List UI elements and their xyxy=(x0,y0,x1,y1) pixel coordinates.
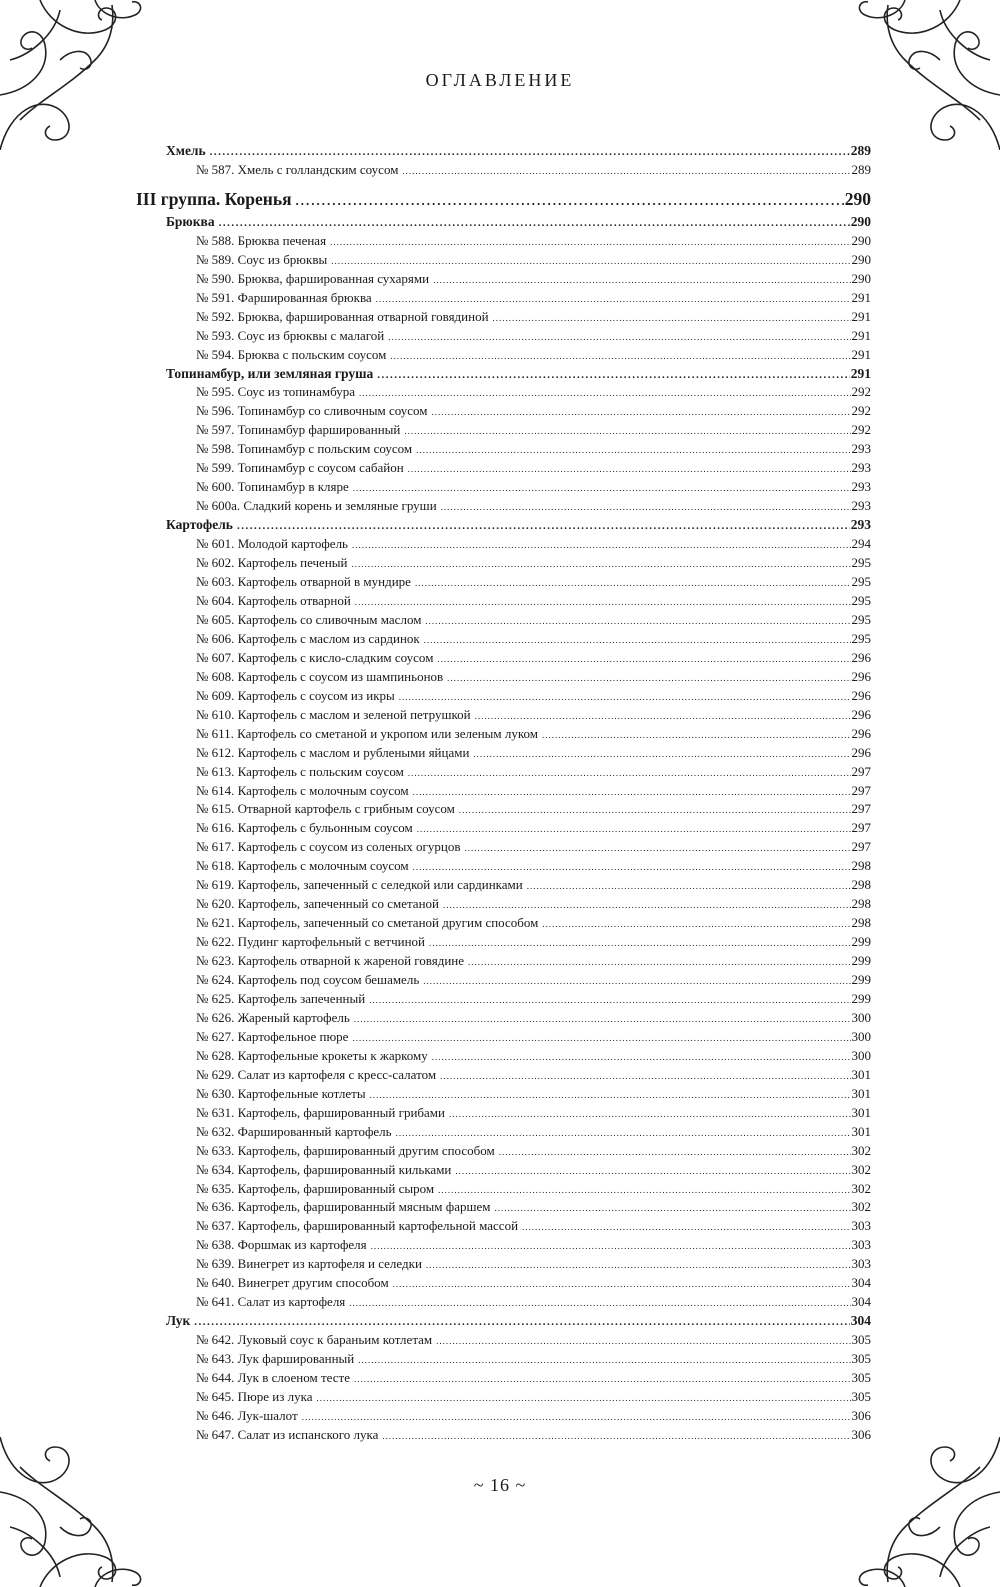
toc-entry-title: № 592. Брюква, фаршированная отварной говядиной xyxy=(196,308,489,324)
toc-entry xyxy=(136,384,871,403)
dot-leader xyxy=(542,919,850,929)
corner-ornament-icon xyxy=(0,1437,150,1587)
toc-entry-title: № 606. Картофель с маслом из сардинок xyxy=(196,630,420,646)
dot-leader xyxy=(429,938,850,948)
toc-entry xyxy=(136,1427,871,1446)
toc-entry-page: 303 xyxy=(851,1237,871,1253)
toc-entry-title: № 588. Брюква печеная xyxy=(196,232,327,248)
toc-entry-title: № 625. Картофель запеченный xyxy=(196,990,366,1006)
toc-entry-page: 291 xyxy=(851,308,871,324)
dot-leader xyxy=(473,749,850,759)
toc-entry-page: 289 xyxy=(851,161,871,177)
toc-entry xyxy=(136,669,871,688)
toc-entry-page: 304 xyxy=(851,1275,871,1291)
toc-entry-page: 296 xyxy=(851,668,871,684)
toc-entry-page: 302 xyxy=(851,1142,871,1158)
toc-entry xyxy=(136,162,871,181)
toc-entry-page: 292 xyxy=(851,384,871,400)
toc-entry xyxy=(136,745,871,764)
toc-entry xyxy=(136,915,871,934)
toc-entry-page: 305 xyxy=(851,1389,871,1404)
dot-leader xyxy=(355,597,851,607)
toc-entry-page: 297 xyxy=(851,820,871,836)
toc-entry-title: № 639. Винегрет из картофеля и селедки xyxy=(196,1256,422,1272)
toc-entry xyxy=(136,650,871,669)
toc-entry-title: № 629. Салат из картофеля с кресс-салатом xyxy=(196,1066,437,1082)
toc-entry-title: № 610. Картофель с маслом и зеленой петрушкой xyxy=(196,706,471,722)
dot-leader xyxy=(423,976,850,986)
dot-leader xyxy=(440,1071,850,1081)
toc-entry-page: 300 xyxy=(851,1047,871,1063)
dot-leader xyxy=(358,1355,850,1365)
toc-entry-page: 295 xyxy=(851,630,871,646)
dot-leader xyxy=(436,1336,850,1346)
toc-entry-page: 305 xyxy=(851,1351,871,1367)
dot-leader xyxy=(464,843,850,853)
dot-leader xyxy=(219,217,850,229)
dot-leader xyxy=(413,862,851,872)
toc-entry-title: № 593. Соус из брюквы с малагой xyxy=(196,327,385,343)
toc-entry-title: № 613. Картофель с польским соусом xyxy=(196,763,404,779)
toc-section xyxy=(136,214,871,233)
toc-entry xyxy=(136,1370,871,1389)
dot-leader xyxy=(369,995,850,1005)
toc-entry-title: № 617. Картофель с соусом из соленых огурцов xyxy=(196,839,461,855)
toc-entry-title: № 634. Картофель, фаршированный кильками xyxy=(196,1161,452,1177)
toc-entry-title: № 627. Картофельное пюре xyxy=(196,1028,349,1044)
toc-entry-title: № 598. Топинамбур с польским соусом xyxy=(196,441,413,457)
dot-leader xyxy=(330,237,850,247)
toc-entry xyxy=(136,328,871,347)
dot-leader xyxy=(408,464,851,474)
toc-entry-page: 301 xyxy=(851,1066,871,1082)
toc-entry-page: 295 xyxy=(851,592,871,608)
dot-leader xyxy=(499,1147,851,1157)
toc-entry-page: 302 xyxy=(851,1180,871,1196)
toc-entry-title: № 590. Брюква, фаршированная сухарями xyxy=(196,270,430,286)
dot-leader xyxy=(449,1109,851,1119)
dot-leader xyxy=(437,654,850,664)
toc-section xyxy=(136,517,871,536)
toc-entry-title: № 587. Хмель с голландским соусом xyxy=(196,161,399,177)
dot-leader xyxy=(237,520,850,532)
toc-entry xyxy=(136,1067,871,1086)
toc-entry-title: № 647. Салат из испанского лука xyxy=(196,1426,379,1442)
toc-entry-title: Топинамбур, или земляная груша xyxy=(166,365,374,381)
toc-entry-page: 297 xyxy=(851,782,871,798)
toc-entry-page: 291 xyxy=(851,327,871,343)
toc-entry xyxy=(136,858,871,877)
toc-entry-page: 306 xyxy=(851,1426,871,1442)
toc-entry xyxy=(136,403,871,422)
toc-entry-title: № 607. Картофель с кисло-сладким соусом xyxy=(196,649,434,665)
toc-entry-page: 293 xyxy=(851,498,871,514)
dot-leader xyxy=(408,768,851,778)
toc-entry-title: III группа. Коренья xyxy=(136,188,292,209)
toc-entry-page: 300 xyxy=(851,1028,871,1044)
toc-entry-title: № 619. Картофель, запеченный с селедкой или сардинками xyxy=(196,877,523,893)
dot-leader xyxy=(415,578,851,588)
toc-entry-page: 291 xyxy=(851,289,871,305)
toc-entry-title: № 638. Форшмак из картофеля xyxy=(196,1237,367,1253)
toc-entry-title: № 631. Картофель, фаршированный грибами xyxy=(196,1104,445,1120)
toc-group xyxy=(136,189,871,213)
toc-entry xyxy=(136,1048,871,1067)
toc-entry-title: № 602. Картофель печеный xyxy=(196,555,348,571)
dot-leader xyxy=(468,957,850,967)
toc-entry-page: 299 xyxy=(851,953,871,969)
toc-entry-title: № 612. Картофель с маслом и рублеными яйцами xyxy=(196,744,470,760)
dot-leader xyxy=(522,1222,850,1232)
toc-entry-title: Хмель xyxy=(166,143,206,158)
dot-leader xyxy=(433,275,850,285)
toc-entry-title: № 646. Лук-шалот xyxy=(196,1407,298,1423)
toc-entry xyxy=(136,271,871,290)
dot-leader xyxy=(377,369,850,381)
dot-leader xyxy=(443,900,851,910)
toc-entry xyxy=(136,612,871,631)
toc-entry-page: 297 xyxy=(851,801,871,817)
toc-entry-page: 294 xyxy=(851,536,871,552)
toc-entry xyxy=(136,252,871,271)
dot-leader xyxy=(376,294,851,304)
toc-entry xyxy=(136,1408,871,1427)
toc-entry-title: № 595. Соус из топинамбура xyxy=(196,384,355,400)
toc-entry-page: 290 xyxy=(851,270,871,286)
toc-entry xyxy=(136,631,871,650)
toc-entry-title: № 644. Лук в слоеном тесте xyxy=(196,1370,350,1386)
dot-leader xyxy=(353,483,851,493)
toc-entry xyxy=(136,1275,871,1294)
dot-leader xyxy=(352,540,851,550)
toc-entry-page: 303 xyxy=(851,1218,871,1234)
toc-entry-page: 290 xyxy=(844,188,871,209)
toc-entry-page: 296 xyxy=(851,725,871,741)
toc-entry-title: № 601. Молодой картофель xyxy=(196,536,348,552)
toc-entry xyxy=(136,1143,871,1162)
dot-leader xyxy=(349,1298,850,1308)
toc-entry-title: № 623. Картофель отварной к жареной говядине xyxy=(196,953,465,969)
toc-entry xyxy=(136,233,871,252)
dot-leader xyxy=(475,711,851,721)
toc-entry xyxy=(136,309,871,328)
toc-entry-title: № 604. Картофель отварной xyxy=(196,592,351,608)
toc-entry-page: 290 xyxy=(850,213,871,229)
toc-entry xyxy=(136,1389,871,1408)
toc-entry-page: 292 xyxy=(851,403,871,419)
toc-entry-page: 291 xyxy=(850,365,871,381)
toc-entry xyxy=(136,460,871,479)
dot-leader xyxy=(413,787,851,797)
toc-entry-title: № 630. Картофельные котлеты xyxy=(196,1085,366,1101)
toc-entry xyxy=(136,441,871,460)
toc-entry xyxy=(136,536,871,555)
toc-entry-page: 302 xyxy=(851,1161,871,1177)
toc-entry-title: № 591. Фаршированная брюква xyxy=(196,289,372,305)
table-of-contents xyxy=(136,143,871,1446)
page-title: ОГЛАВЛЕНИЕ xyxy=(425,70,575,90)
dot-leader xyxy=(494,1203,850,1213)
toc-entry-title: № 589. Соус из брюквы xyxy=(196,251,328,267)
toc-entry-page: 293 xyxy=(851,441,871,457)
dot-leader xyxy=(317,1393,851,1403)
toc-entry-title: № 615. Отварной картофель с грибным соусом xyxy=(196,801,455,817)
toc-entry xyxy=(136,934,871,953)
toc-entry-title: № 633. Картофель, фаршированный другим способом xyxy=(196,1142,495,1158)
toc-entry xyxy=(136,498,871,517)
toc-entry-title: № 641. Салат из картофеля xyxy=(196,1294,346,1310)
toc-entry-title: № 622. Пудинг картофельный с ветчиной xyxy=(196,934,426,950)
dot-leader xyxy=(354,1014,851,1024)
toc-entry xyxy=(136,1162,871,1181)
toc-entry-title: № 642. Луковый соус к бараньим котлетам xyxy=(196,1332,433,1348)
toc-entry-title: № 603. Картофель отварной в мундире xyxy=(196,574,411,590)
toc-entry-title: № 636. Картофель, фаршированный мясным фаршем xyxy=(196,1199,491,1215)
dot-leader xyxy=(194,1316,849,1328)
dot-leader xyxy=(388,332,850,342)
toc-section xyxy=(136,1313,871,1332)
toc-entry xyxy=(136,347,871,366)
dot-leader xyxy=(371,1241,851,1251)
dot-leader xyxy=(302,1412,851,1422)
toc-entry-page: 296 xyxy=(851,706,871,722)
toc-entry xyxy=(136,726,871,745)
toc-entry-title: Лук xyxy=(166,1313,191,1329)
toc-entry-page: 296 xyxy=(851,687,871,703)
toc-entry xyxy=(136,820,871,839)
toc-entry xyxy=(136,877,871,896)
page-number: ~ 16 ~ xyxy=(473,1475,527,1495)
toc-entry xyxy=(136,1256,871,1275)
toc-entry xyxy=(136,1124,871,1143)
toc-entry-title: № 611. Картофель со сметаной и укропом или зеленым луком xyxy=(196,725,539,741)
toc-section xyxy=(136,366,871,385)
toc-entry xyxy=(136,1181,871,1200)
dot-leader xyxy=(432,407,851,417)
toc-entry-page: 301 xyxy=(851,1085,871,1101)
dot-leader xyxy=(390,351,850,361)
toc-section xyxy=(136,143,871,162)
toc-entry-page: 299 xyxy=(851,934,871,950)
toc-entry-page: 292 xyxy=(851,422,871,438)
dot-leader xyxy=(404,426,850,436)
toc-entry-page: 303 xyxy=(851,1256,871,1272)
toc-entry xyxy=(136,1351,871,1370)
dot-leader xyxy=(438,1185,850,1195)
toc-entry xyxy=(136,422,871,441)
toc-entry-title: № 605. Картофель со сливочным маслом xyxy=(196,611,422,627)
toc-entry-page: 297 xyxy=(851,839,871,855)
toc-entry-page: 293 xyxy=(850,517,871,533)
toc-entry xyxy=(136,839,871,858)
dot-leader xyxy=(370,1090,851,1100)
toc-entry-page: 299 xyxy=(851,990,871,1006)
dot-leader xyxy=(359,388,851,398)
dot-leader xyxy=(441,502,851,512)
toc-entry xyxy=(136,972,871,991)
toc-entry xyxy=(136,707,871,726)
dot-leader xyxy=(354,1374,851,1384)
dot-leader xyxy=(351,559,850,569)
toc-entry-page: 298 xyxy=(851,896,871,912)
toc-entry xyxy=(136,991,871,1010)
toc-entry-page: 298 xyxy=(851,915,871,931)
toc-entry-title: № 597. Топинамбур фаршированный xyxy=(196,422,401,438)
toc-entry xyxy=(136,1086,871,1105)
toc-entry-page: 290 xyxy=(851,232,871,248)
toc-entry xyxy=(136,1199,871,1218)
dot-leader xyxy=(402,166,850,176)
toc-entry-title: № 637. Картофель, фаршированный картофельной массой xyxy=(196,1218,519,1234)
toc-entry-title: № 645. Пюре из лука xyxy=(196,1389,313,1404)
toc-entry xyxy=(136,1218,871,1237)
dot-leader xyxy=(393,1279,851,1289)
toc-entry-title: № 614. Картофель с молочным соусом xyxy=(196,782,409,798)
toc-entry-title: № 620. Картофель, запеченный со сметаной xyxy=(196,896,439,912)
toc-entry xyxy=(136,479,871,498)
dot-leader xyxy=(432,1052,851,1062)
dot-leader xyxy=(426,1260,851,1270)
dot-leader xyxy=(331,256,850,266)
toc-entry-title: № 600. Топинамбур в кляре xyxy=(196,479,349,495)
toc-entry-title: № 608. Картофель с соусом из шампиньонов xyxy=(196,668,444,684)
toc-entry-title: № 628. Картофельные крокеты к жаркому xyxy=(196,1047,428,1063)
toc-entry-title: № 618. Картофель с молочным соусом xyxy=(196,858,409,874)
toc-entry-title: № 640. Винегрет другим способом xyxy=(196,1275,389,1291)
toc-entry xyxy=(136,896,871,915)
toc-entry-title: № 635. Картофель, фаршированный сыром xyxy=(196,1180,435,1196)
toc-entry-page: 304 xyxy=(850,1313,871,1329)
dot-leader xyxy=(447,673,850,683)
toc-entry xyxy=(136,801,871,820)
toc-entry xyxy=(136,1294,871,1313)
toc-entry-title: № 624. Картофель под соусом бешамель xyxy=(196,972,420,988)
toc-entry xyxy=(136,688,871,707)
toc-entry-page: 305 xyxy=(851,1370,871,1386)
toc-entry-title: № 599. Топинамбур с соусом сабайон xyxy=(196,460,404,476)
toc-entry-title: № 626. Жареный картофель xyxy=(196,1009,350,1025)
toc-entry-page: 296 xyxy=(851,649,871,665)
dot-leader xyxy=(382,1431,850,1441)
toc-entry xyxy=(136,783,871,802)
toc-entry xyxy=(136,1105,871,1124)
dot-leader xyxy=(416,445,850,455)
toc-entry-page: 306 xyxy=(851,1407,871,1423)
toc-entry xyxy=(136,290,871,309)
corner-ornament-icon xyxy=(850,1437,1000,1587)
toc-entry-page: 304 xyxy=(851,1294,871,1310)
dot-leader xyxy=(296,193,844,209)
toc-entry-page: 300 xyxy=(851,1009,871,1025)
toc-entry-page: 298 xyxy=(851,858,871,874)
toc-entry-page: 302 xyxy=(851,1199,871,1215)
dot-leader xyxy=(352,1033,850,1043)
toc-entry-page: 299 xyxy=(851,972,871,988)
dot-leader xyxy=(455,1166,850,1176)
toc-entry xyxy=(136,1332,871,1351)
toc-entry-title: № 616. Картофель с бульонным соусом xyxy=(196,820,413,836)
toc-entry-title: № 596. Топинамбур со сливочным соусом xyxy=(196,403,428,419)
dot-leader xyxy=(425,616,850,626)
toc-entry-page: 293 xyxy=(851,479,871,495)
dot-leader xyxy=(542,730,850,740)
toc-entry-title: Брюква xyxy=(166,213,215,229)
toc-entry-page: 289 xyxy=(850,143,871,158)
toc-entry-title: № 643. Лук фаршированный xyxy=(196,1351,355,1367)
toc-entry xyxy=(136,1237,871,1256)
toc-entry-page: 295 xyxy=(851,555,871,571)
dot-leader xyxy=(210,146,850,158)
dot-leader xyxy=(459,805,851,815)
toc-entry-page: 298 xyxy=(851,877,871,893)
toc-entry-title: № 594. Брюква с польским соусом xyxy=(196,346,387,362)
dot-leader xyxy=(399,692,851,702)
toc-entry-title: № 632. Фаршированный картофель xyxy=(196,1123,392,1139)
toc-entry xyxy=(136,1010,871,1029)
toc-entry-page: 296 xyxy=(851,744,871,760)
toc-entry-page: 301 xyxy=(851,1123,871,1139)
toc-entry-title: Картофель xyxy=(166,517,233,533)
toc-entry-page: 297 xyxy=(851,763,871,779)
toc-entry-page: 291 xyxy=(851,346,871,362)
dot-leader xyxy=(493,313,851,323)
toc-entry-title: № 609. Картофель с соусом из икры xyxy=(196,687,395,703)
toc-entry-title: № 621. Картофель, запеченный со сметаной другим способом xyxy=(196,915,539,931)
dot-leader xyxy=(527,881,851,891)
dot-leader xyxy=(396,1128,851,1138)
dot-leader xyxy=(417,824,851,834)
toc-entry-page: 295 xyxy=(851,574,871,590)
toc-entry-page: 290 xyxy=(851,251,871,267)
toc-entry xyxy=(136,555,871,574)
toc-entry-title: № 600а. Сладкий корень и земляные груши xyxy=(196,498,437,514)
toc-entry xyxy=(136,764,871,783)
toc-entry xyxy=(136,953,871,972)
dot-leader xyxy=(424,635,851,645)
toc-entry-page: 295 xyxy=(851,611,871,627)
toc-entry xyxy=(136,593,871,612)
toc-entry xyxy=(136,574,871,593)
toc-entry xyxy=(136,1029,871,1048)
toc-entry-page: 301 xyxy=(851,1104,871,1120)
toc-entry-page: 293 xyxy=(851,460,871,476)
toc-entry-page: 305 xyxy=(851,1332,871,1348)
